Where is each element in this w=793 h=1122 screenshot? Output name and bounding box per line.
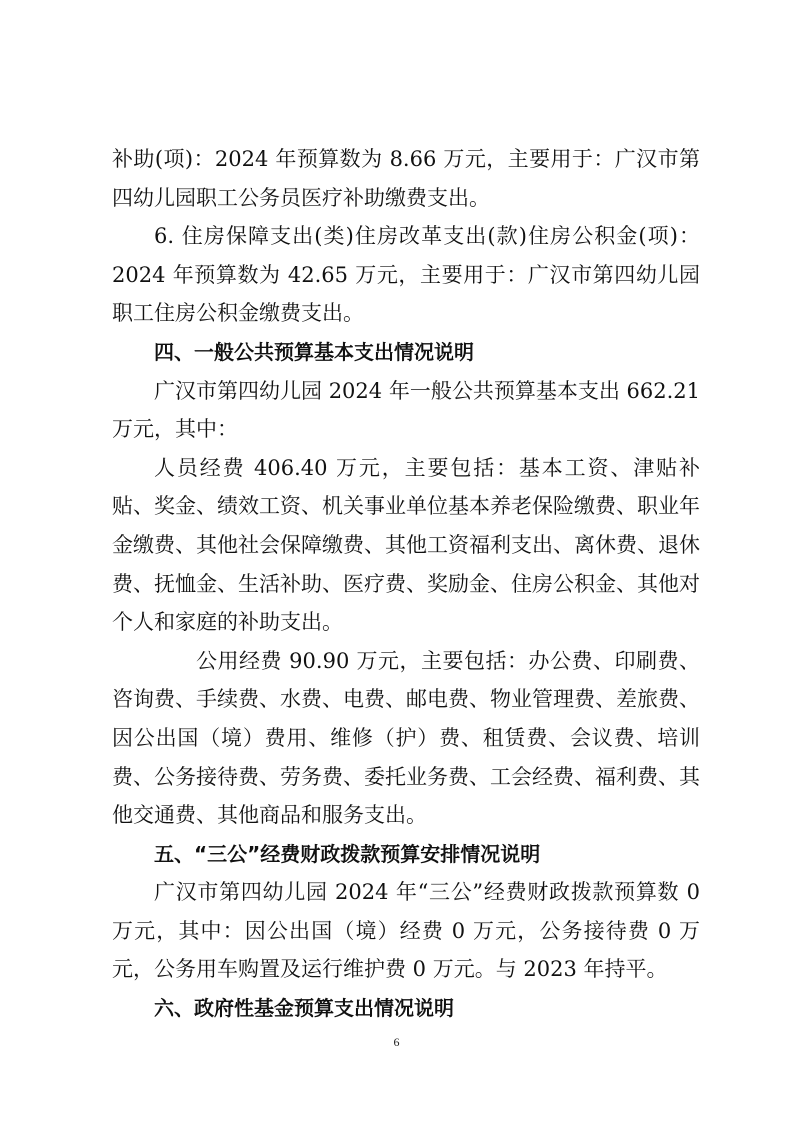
document-body — [112, 140, 700, 1028]
section-heading-6: 六、政府性基金预算支出情况说明 — [154, 996, 454, 1021]
paragraph-medical-subsidy: 补助(项)：2024 年预算数为 8.66 万元，主要用于：广汉市第四幼儿园职工公务员医疗补助缴费支出。 — [112, 147, 700, 210]
paragraph-basic-expenditure: 广汉市第四幼儿园 2024 年一般公共预算基本支出 662.21 万元，其中： — [112, 378, 700, 442]
page-number: 6 — [393, 1035, 400, 1049]
paragraph-personnel-funds: 人员经费 406.40 万元，主要包括：基本工资、津贴补贴、奖金、绩效工资、机关事业单位基本养老保险缴费、职业年金缴费、其他社会保障缴费、其他工资福利支出、离休费、退休费、抚恤金、生活补助、医疗费、奖励金、住房公积金、其他对个人和家庭的补助支出。 — [112, 455, 700, 635]
paragraph-housing-fund: 6. 住房保障支出(类)住房改革支出(款)住房公积金(项)：2024 年预算数为 42.65 万元，主要用于：广汉市第四幼儿园职工住房公积金缴费支出。 — [112, 224, 700, 326]
paragraph-public-funds: 公用经费 90.90 万元，主要包括：办公费、印刷费、咨询费、手续费、水费、电费、邮电费、物业管理费、差旅费、因公出国（境）费用、维修（护）费、租赁费、会议费、培训费、公务接待费、劳务费、委托业务费、工会经费、福利费、其他交通费、其他商品和服务支出。 — [112, 648, 700, 828]
section-heading-4: 四、一般公共预算基本支出情况说明 — [154, 339, 474, 364]
paragraph-three-public: 广汉市第四幼儿园 2024 年“三公”经费财政拨款预算数 0 万元，其中：因公出国（境）经费 0 万元，公务接待费 0 万元，公务用车购置及运行维护费 0 万元。与 2023 年持平。 — [112, 880, 700, 982]
section-heading-5: 五、“三公”经费财政拨款预算安排情况说明 — [154, 841, 541, 866]
